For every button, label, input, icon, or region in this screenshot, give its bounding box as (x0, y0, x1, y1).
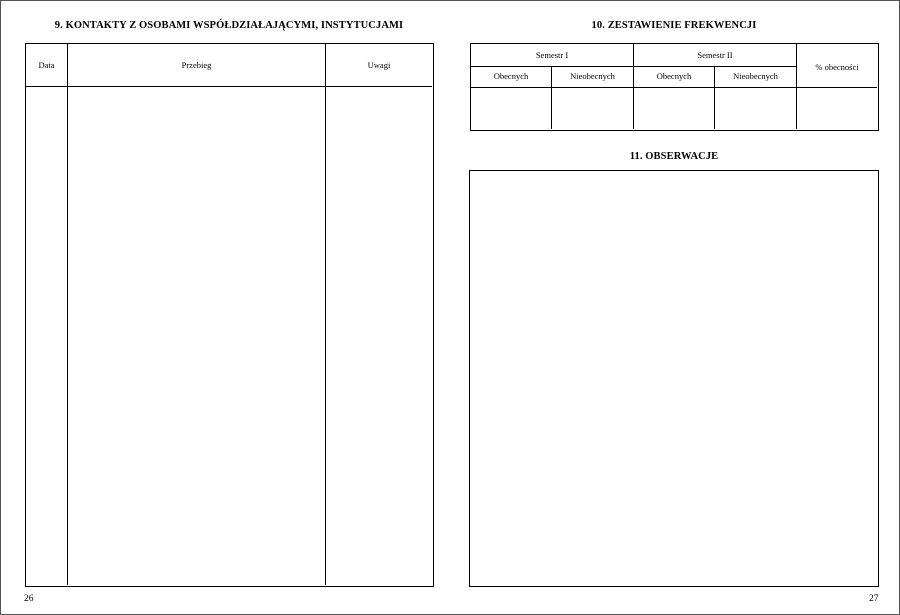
column-header-przebieg: Przebieg (181, 60, 212, 70)
percent-attendance-label: % obecności (815, 62, 859, 72)
sub-column-nieobecnych-1: Nieobecnych (570, 71, 615, 81)
percent-divider (796, 44, 797, 129)
sub-column-obecnych-2: Obecnych (656, 71, 692, 81)
observations-box (469, 170, 879, 587)
page-number-right: 27 (869, 594, 879, 604)
semester-2-label: Semestr II (697, 50, 733, 60)
column-header-uwagi: Uwagi (367, 60, 391, 70)
sub-column-nieobecnych-2: Nieobecnych (733, 71, 778, 81)
column-header-data: Data (38, 60, 55, 70)
header-divider (26, 86, 432, 87)
observations-title: 11. OBSERWACJE (629, 151, 719, 162)
contacts-title: 9. KONTAKTY Z OSOBAMI WSPÓŁDZIAŁAJĄCYMI, INSTYTUCJAMI (54, 20, 404, 31)
contacts-table (25, 43, 434, 587)
col-divider-data (67, 44, 68, 585)
page-number-left: 26 (24, 594, 34, 604)
header-bottom-divider (471, 87, 877, 88)
sub-column-obecnych-1: Obecnych (493, 71, 529, 81)
attendance-table (470, 43, 879, 131)
attendance-title: 10. ZESTAWIENIE FREKWENCJI (591, 20, 757, 31)
semester-1-label: Semestr I (535, 50, 569, 60)
col-divider-przebieg (325, 44, 326, 585)
